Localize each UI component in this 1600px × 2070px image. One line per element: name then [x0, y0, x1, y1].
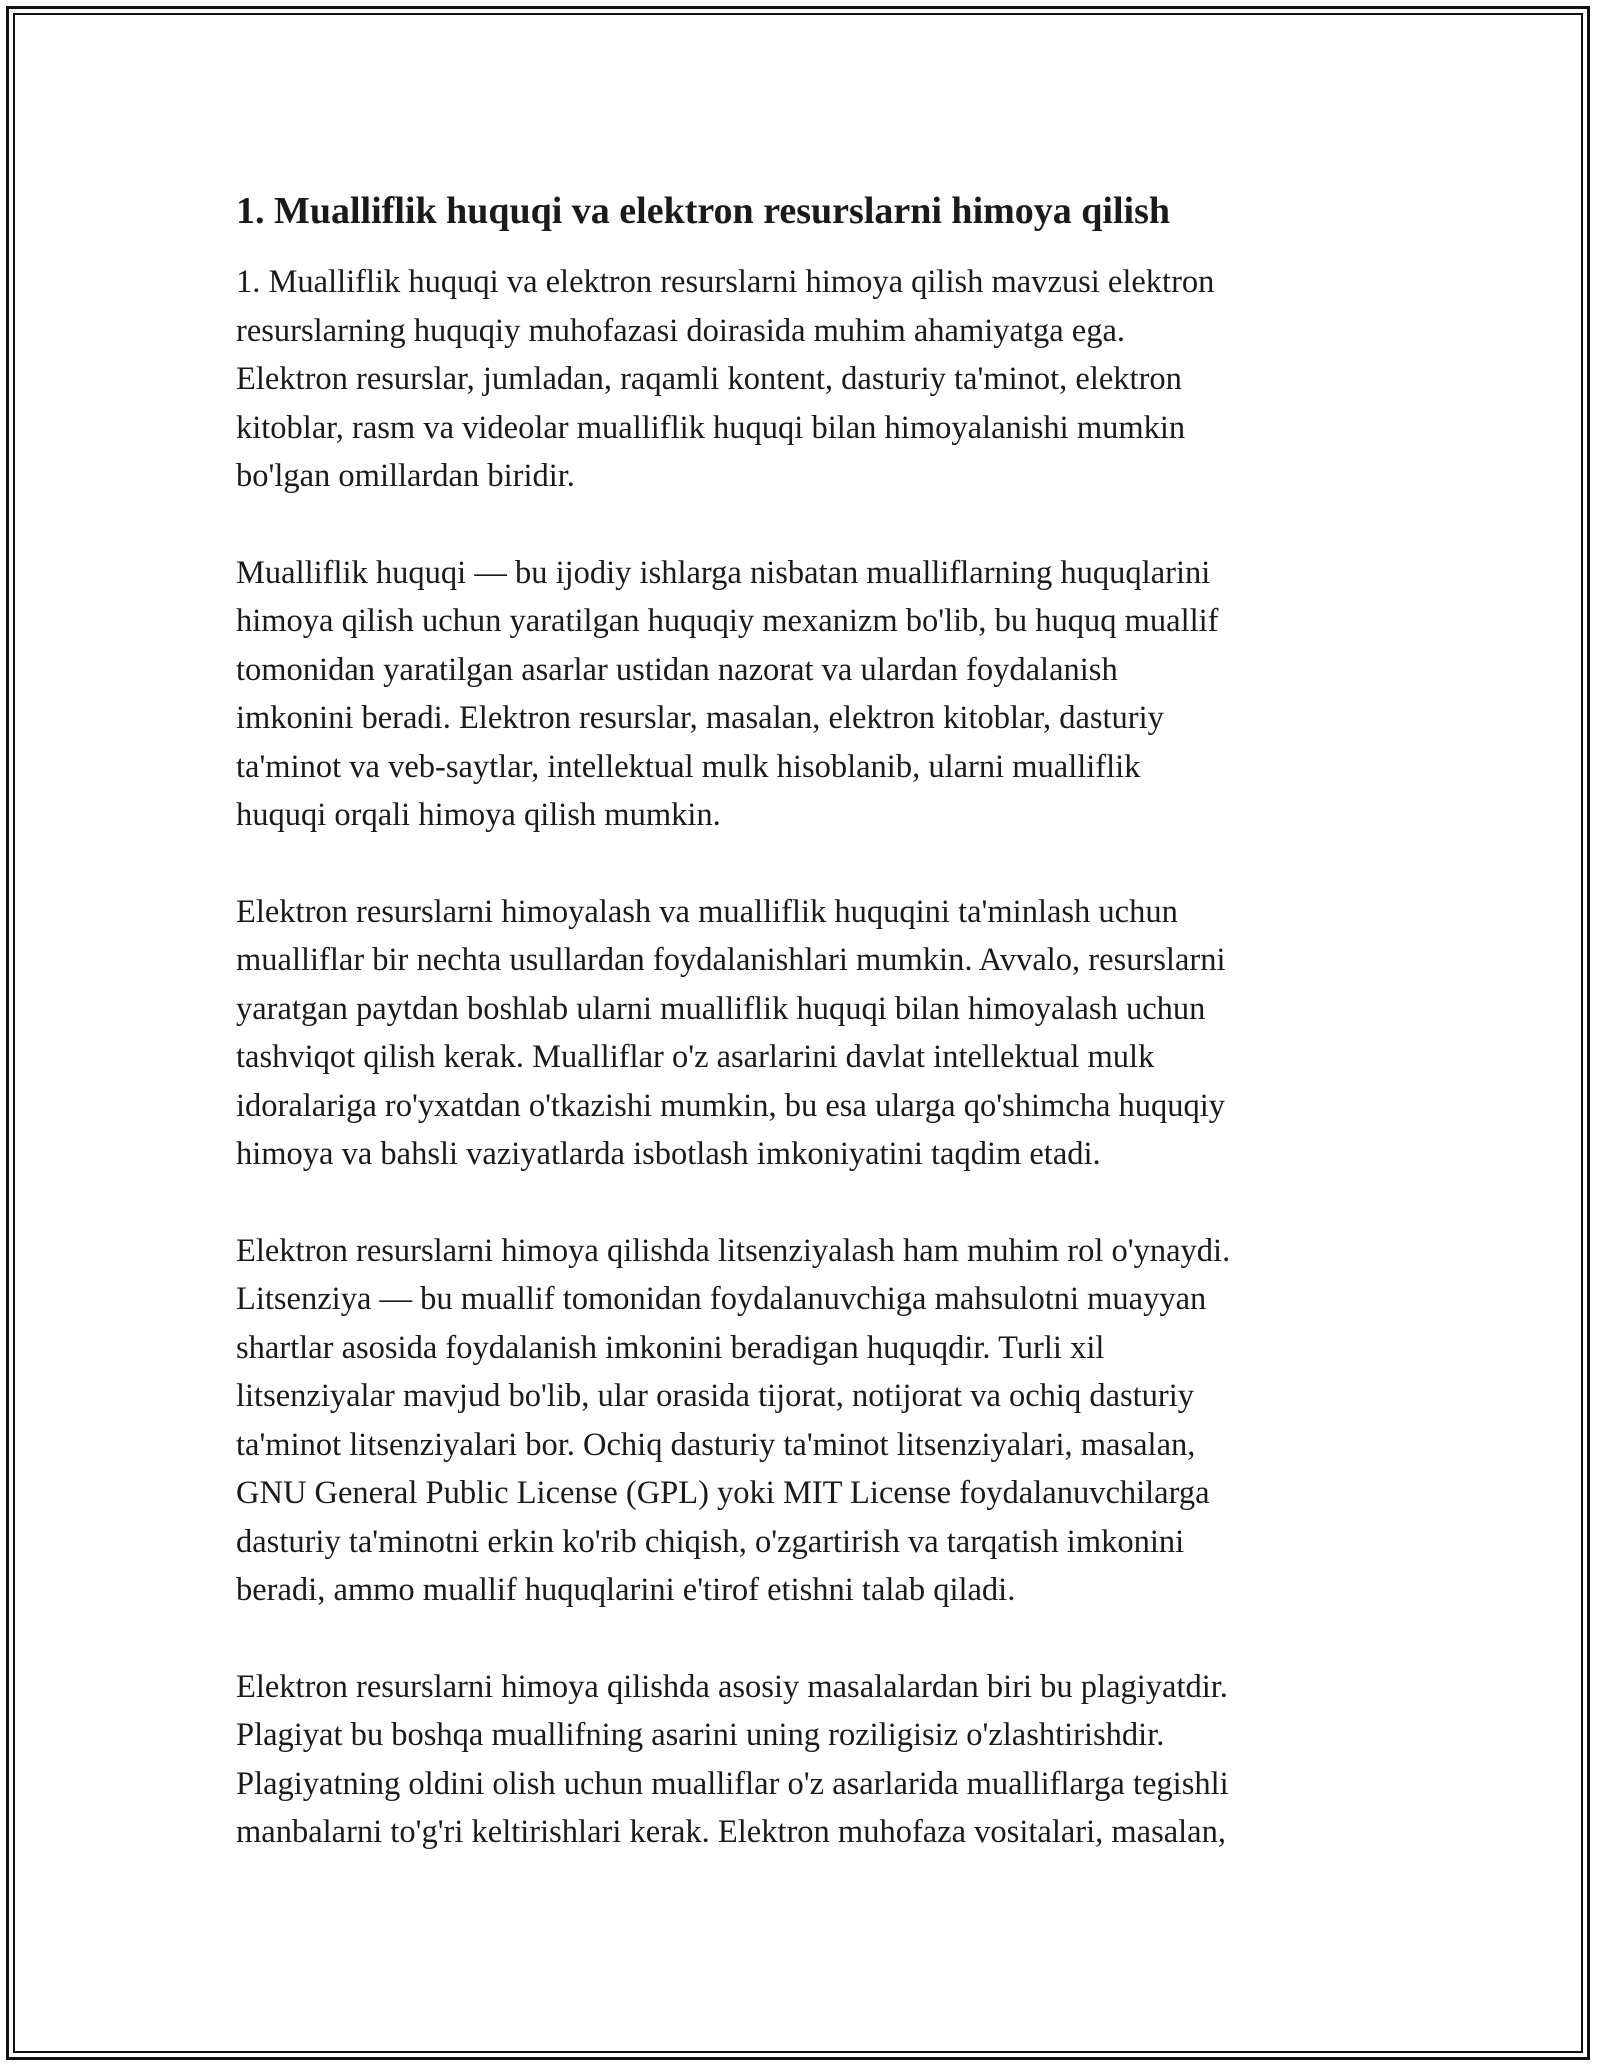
document-title: 1. Mualliflik huquqi va elektron resurslarni himoya qilish	[236, 190, 1171, 232]
text-line: Mualliflik huquqi — bu ijodiy ishlarga nisbatan mualliflarning huquqlarini	[236, 554, 1211, 591]
text-line: huquqi orqali himoya qilish mumkin.	[236, 797, 721, 833]
paragraph-protection-methods	[236, 888, 1366, 1179]
paragraph-copyright-definition	[236, 549, 1366, 840]
text-line: Elektron resurslar, jumladan, raqamli kontent, dasturiy ta'minot, elektron	[236, 361, 1182, 397]
text-line: dasturiy ta'minotni erkin ko'rib chiqish, o'zgartirish va tarqatish imkonini	[236, 1523, 1185, 1560]
text-line: Elektron resurslarni himoyalash va mualliflik huquqini ta'minlash uchun	[236, 893, 1178, 930]
text-line: idoralariga ro'yxatdan o'tkazishi mumkin, bu esa ularga qo'shimcha huquqiy	[236, 1087, 1226, 1124]
text-line: Plagiyatning oldini olish uchun mualliflar o'z asarlarida mualliflarga tegishli	[236, 1765, 1229, 1802]
text-line: Elektron resurslarni himoya qilishda asosiy masalalardan biri bu plagiyatdir.	[236, 1668, 1228, 1705]
text-line: beradi, ammo muallif huquqlarini e'tirof etishni talab qiladi.	[236, 1572, 1016, 1608]
text-line: ta'minot litsenziyalari bor. Ochiq dasturiy ta'minot litsenziyalari, masalan,	[236, 1426, 1196, 1463]
paragraph-intro	[236, 258, 1366, 501]
text-line: litsenziyalar mavjud bo'lib, ular orasida tijorat, notijorat va ochiq dasturiy	[236, 1378, 1195, 1414]
document-body	[236, 186, 1366, 1905]
text-line: bo'lgan omillardan biridir.	[236, 458, 575, 494]
text-line: mualliflar bir nechta usullardan foydalanishlari mumkin. Avvalo, resurslarni	[236, 942, 1226, 978]
text-line: yaratgan paytdan boshlab ularni mualliflik huquqi bilan himoyalash uchun	[236, 990, 1206, 1027]
text-line: 1. Mualliflik huquqi va elektron resurslarni himoya qilish mavzusi elektron	[236, 264, 1215, 300]
text-line: resurslarning huquqiy muhofazasi doirasida muhim ahamiyatga ega.	[236, 312, 1125, 349]
paragraph-plagiarism	[236, 1663, 1366, 1857]
text-line: tashviqot qilish kerak. Mualliflar o'z asarlarini davlat intellektual mulk	[236, 1039, 1155, 1075]
text-line: himoya qilish uchun yaratilgan huquqiy mexanizm bo'lib, bu huquq muallif	[236, 603, 1219, 639]
paragraph-licensing	[236, 1227, 1366, 1615]
text-line: imkonini beradi. Elektron resurslar, masalan, elektron kitoblar, dasturiy	[236, 700, 1164, 736]
text-line: Plagiyat bu boshqa muallifning asarini uning roziligisiz o'zlashtirishdir.	[236, 1717, 1165, 1753]
text-line: Elektron resurslarni himoya qilishda litsenziyalash ham muhim rol o'ynaydi.	[236, 1232, 1231, 1269]
text-line: ta'minot va veb-saytlar, intellektual mulk hisoblanib, ularni mualliflik	[236, 748, 1141, 785]
text-line: shartlar asosida foydalanish imkonini beradigan huquqdir. Turli xil	[236, 1329, 1105, 1366]
text-line: tomonidan yaratilgan asarlar ustidan nazorat va ulardan foydalanish	[236, 651, 1118, 688]
text-line: GNU General Public License (GPL) yoki MIT License foydalanuvchilarga	[236, 1475, 1210, 1511]
text-line: himoya va bahsli vaziyatlarda isbotlash imkoniyatini taqdim etadi.	[236, 1136, 1101, 1172]
text-line: kitoblar, rasm va videolar mualliflik huquqi bilan himoyalanishi mumkin	[236, 409, 1186, 446]
text-line: Litsenziya — bu muallif tomonidan foydalanuvchiga mahsulotni muayyan	[236, 1281, 1207, 1317]
text-line: manbalarni to'g'ri keltirishlari kerak. Elektron muhofaza vositalari, masalan,	[236, 1814, 1226, 1850]
